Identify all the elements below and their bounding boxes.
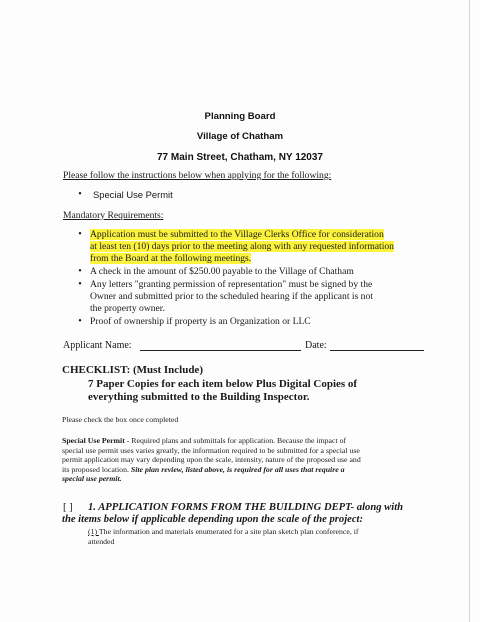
requirement-3-line-1: Any letters "granting permission of representation" must be signed by the <box>90 279 373 290</box>
requirement-1-line-2: at least ten (10) days prior to the meeting along with any requested information <box>90 241 394 252</box>
bullet-icon: • <box>78 229 82 240</box>
requirement-3-line-2: Owner and submitted prior to the scheduled hearing if the applicant is not <box>90 291 373 302</box>
date-label: Date: <box>305 340 327 351</box>
header-address: 77 Main Street, Chatham, NY 12037 <box>157 152 323 163</box>
section-1-heading-line-1: 1. APPLICATION FORMS FROM THE BUILDING DEPT- along with <box>88 502 404 513</box>
applicant-name-label: Applicant Name: <box>63 340 132 351</box>
checklist-subtitle-line-2: everything submitted to the Building Inspector. <box>88 391 310 403</box>
section-1-item-1-line-1: (1) The information and materials enumerated for a site plan sketch plan conference, if <box>88 527 359 536</box>
checklist-subtitle-line-1: 7 Paper Copies for each item below Plus Digital Copies of <box>88 378 358 390</box>
requirement-2: A check in the amount of $250.00 payable to the Village of Chatham <box>90 266 354 277</box>
sup-line-1: Special Use Permit - Required plans and submittals for application. Because the impact of <box>62 436 347 445</box>
applicant-name-field[interactable] <box>140 350 301 351</box>
checklist-title: CHECKLIST: (Must Include) <box>62 364 203 376</box>
sup-line-2: special use permit uses varies greatly, the information required to be submitted for a special use <box>62 445 360 455</box>
permit-item: Special Use Permit <box>93 189 173 200</box>
bullet-icon: • <box>78 316 82 327</box>
instructions: Please follow the instructions below when applying for the following: <box>63 170 332 181</box>
mandatory-heading: Mandatory Requirements: <box>63 210 164 221</box>
check-note: Please check the box once completed <box>62 415 179 424</box>
sup-line-5: special use permit. <box>62 474 122 483</box>
date-field[interactable] <box>330 350 424 351</box>
header-village: Village of Chatham <box>196 131 284 142</box>
section-1-heading-line-2: the items below if applicable depending upon the scale of the project: <box>62 514 364 525</box>
section-1-checkbox[interactable]: [ ] <box>63 502 73 513</box>
requirement-1-line-1: Application must be submitted to the Village Clerks Office for consideration <box>90 229 384 240</box>
sup-line-3: permit application may vary depending upon the scale, intensity, nature of the proposed use and <box>62 455 361 464</box>
bullet-icon: • <box>78 266 82 277</box>
bullet-icon: • <box>78 279 82 290</box>
requirement-1-line-3: from the Board at the following meetings. <box>90 253 252 264</box>
bullet-icon: • <box>78 189 82 200</box>
section-1-item-1-line-2: attended <box>88 536 115 546</box>
page-edge <box>469 0 470 622</box>
header-title: Planning Board <box>204 111 276 122</box>
requirement-3-line-3: the property owner. <box>90 303 165 314</box>
sup-line-4: its proposed location. Site plan review, listed above, is required for all uses that require a <box>62 464 345 474</box>
requirement-4: Proof of ownership if property is an Organization or LLC <box>90 316 311 327</box>
